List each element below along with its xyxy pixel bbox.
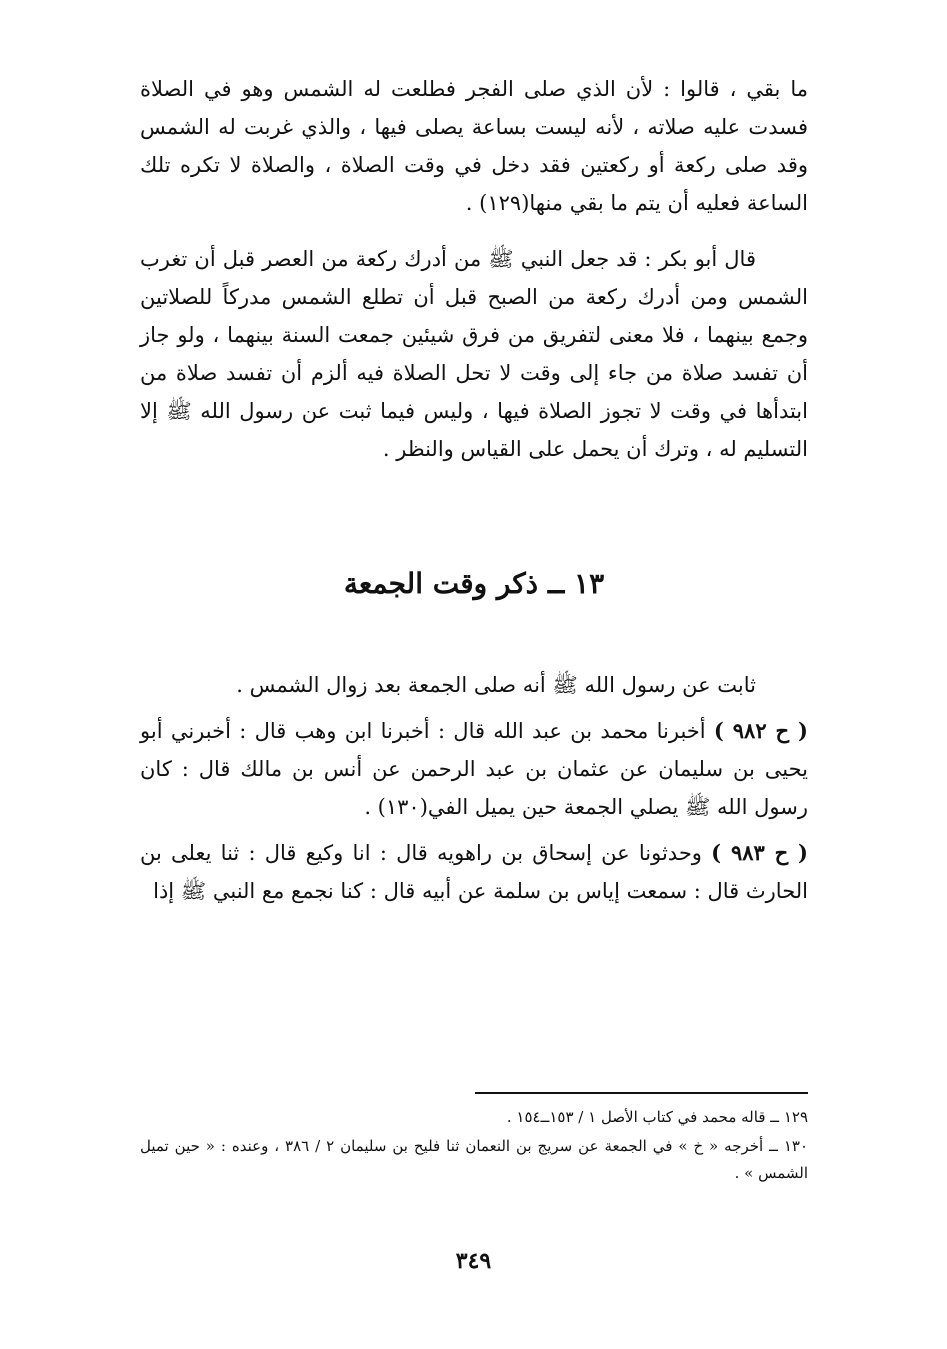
page-number: ٣٤٩	[455, 1248, 492, 1274]
main-text-block	[140, 70, 808, 910]
footnote-divider	[475, 1092, 808, 1094]
footnote-130: ١٣٠ ــ أخرجه « خ » في الجمعة عن سريج بن النعمان ثنا فليح بن سليمان ٢ / ٣٨٦ ، وعنده : « حين تميل الشمس » .	[140, 1137, 808, 1182]
hadith-text: أخبرنا محمد بن عبد الله قال : أخبرنا ابن وهب قال : أخبرني أبو يحيى بن سليمان عن عثمان بن عبد الرحمن عن أنس بن مالك قال : كان رسول الله ﷺ يصلي الجمعة حين يميل الفي(١٣٠) .	[140, 719, 808, 819]
paragraph-continuation: ما بقي ، قالوا : لأن الذي صلى الفجر فطلعت له الشمس وهو في الصلاة فسدت عليه صلاته ، لأنه ليست بساعة يصلى فيها ، والذي غربت له الشمس وقد صلى ركعة أو ركعتين فقد دخل في وقت الصلاة ، والصلاة لا تكره تلك الساعة فعليه أن يتم ما بقي منها(١٢٩) .	[140, 77, 809, 215]
footnotes	[140, 1092, 808, 1189]
hadith-982	[140, 712, 808, 826]
spacer	[140, 604, 808, 666]
section-intro: ثابت عن رسول الله ﷺ أنه صلى الجمعة بعد زوال الشمس .	[236, 673, 756, 697]
section-heading: ١٣ ــ ذكر وقت الجمعة	[343, 567, 605, 600]
hadith-number: ( ح ٩٨٣ )	[711, 840, 808, 865]
spacer	[140, 222, 808, 240]
paragraph-abu-bakr: قال أبو بكر : قد جعل النبي ﷺ من أدرك ركعة من العصر قبل أن تغرب الشمس ومن أدرك ركعة من الصبح قبل أن تطلع الشمس مدركاً للصلاتين وجمع بينهما ، فلا معنى لتفريق من فرق شيئين جمعت السنة بينهما ، ولو جاز أن تفسد صلاة من جاء إلى وقت لا تحل الصلاة فيه ألزم أن تفسد صلاة من ابتدأها في وقت لا تجوز الصلاة فيها ، وليس فيما ثبت عن رسول الله ﷺ إلا التسليم له ، وترك أن يحمل على القياس والنظر .	[140, 247, 808, 461]
spacer	[140, 826, 808, 834]
hadith-text: وحدثونا عن إسحاق بن راهويه قال : انا وكيع قال : ثنا يعلى بن الحارث قال : سمعت إياس بن سلمة عن أبيه قال : كنا نجمع مع النبي ﷺ إذا	[140, 841, 808, 903]
spacer	[140, 704, 808, 712]
footnote-129: ١٢٩ ــ قاله محمد في كتاب الأصل ١ / ١٥٣ــ١٥٤ .	[506, 1108, 808, 1126]
hadith-983	[140, 834, 808, 910]
hadith-number: ( ح ٩٨٢ )	[713, 718, 808, 743]
spacer	[140, 468, 808, 564]
